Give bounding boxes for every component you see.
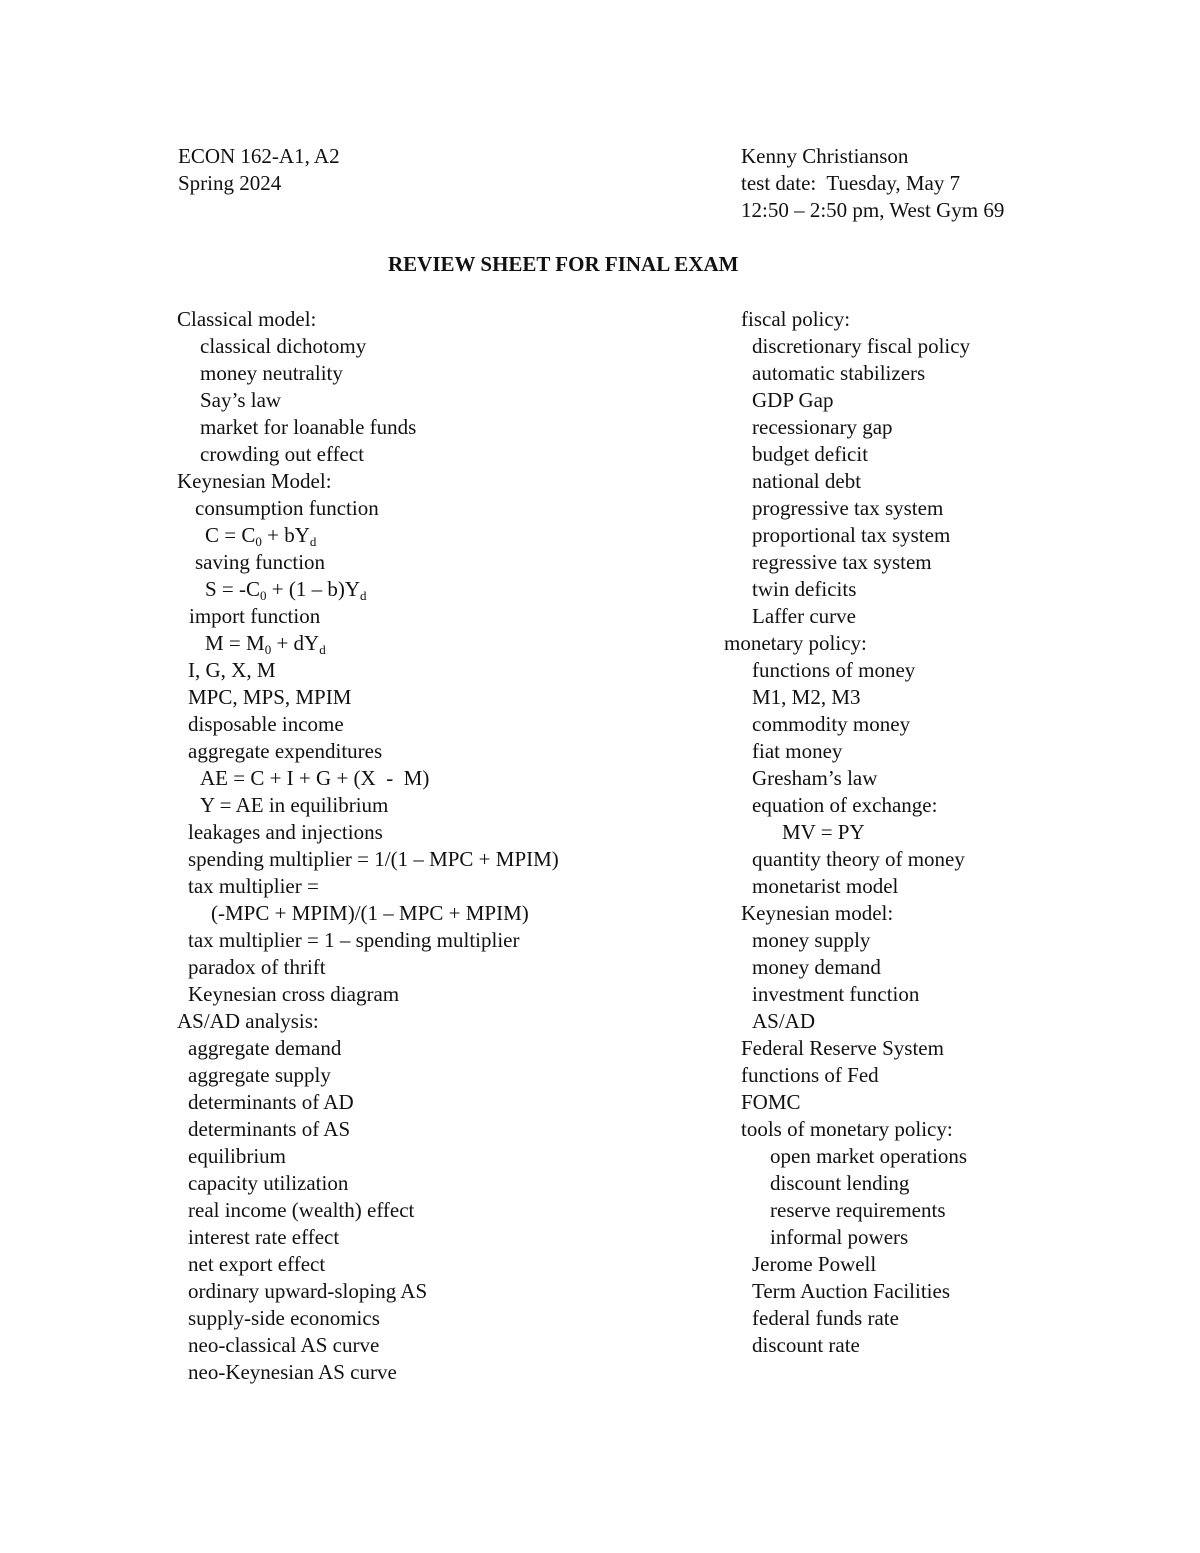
list-item: consumption function	[195, 496, 379, 520]
page-title: REVIEW SHEET FOR FINAL EXAM	[388, 252, 739, 276]
list-item: aggregate demand	[188, 1036, 342, 1060]
instructor-name: Kenny Christianson	[741, 144, 909, 168]
list-item: tools of monetary policy:	[741, 1117, 953, 1141]
list-item: Keynesian cross diagram	[188, 982, 400, 1006]
list-item: M1, M2, M3	[752, 685, 861, 709]
list-item: Federal Reserve System	[741, 1036, 944, 1060]
list-item: crowding out effect	[200, 442, 365, 466]
list-item: discount rate	[752, 1333, 860, 1357]
list-item: ordinary upward-sloping AS	[188, 1279, 428, 1303]
list-item: disposable income	[188, 712, 344, 736]
course-code: ECON 162-A1, A2	[178, 144, 340, 168]
list-item: aggregate supply	[188, 1063, 331, 1087]
list-item: determinants of AS	[188, 1117, 351, 1141]
list-item: open market operations	[770, 1144, 968, 1168]
list-item: GDP Gap	[752, 388, 834, 412]
list-item: neo-classical AS curve	[188, 1333, 380, 1357]
list-item: AS/AD	[752, 1009, 816, 1033]
list-item: Jerome Powell	[752, 1252, 877, 1276]
list-item: federal funds rate	[752, 1306, 899, 1330]
test-date: test date: Tuesday, May 7	[741, 171, 961, 195]
list-item: MV = PY	[782, 820, 865, 844]
list-item: functions of Fed	[741, 1063, 879, 1087]
list-item: money neutrality	[200, 361, 343, 385]
list-item: commodity money	[752, 712, 911, 736]
list-item: aggregate expenditures	[188, 739, 383, 763]
list-item: automatic stabilizers	[752, 361, 926, 385]
list-item: determinants of AD	[188, 1090, 354, 1114]
list-item: Gresham’s law	[752, 766, 878, 790]
list-item: saving function	[195, 550, 326, 574]
list-item: import function	[189, 604, 321, 628]
list-item: regressive tax system	[752, 550, 932, 574]
list-item: Laffer curve	[752, 604, 856, 628]
list-item: interest rate effect	[188, 1225, 340, 1249]
list-item: net export effect	[188, 1252, 326, 1276]
list-item: FOMC	[741, 1090, 801, 1114]
list-item: AS/AD analysis:	[177, 1009, 319, 1033]
list-item: functions of money	[752, 658, 916, 682]
list-item: real income (wealth) effect	[188, 1198, 415, 1222]
list-item: tax multiplier =	[188, 874, 319, 898]
list-item: supply-side economics	[188, 1306, 380, 1330]
list-item: neo-Keynesian AS curve	[188, 1360, 397, 1384]
list-item: discount lending	[770, 1171, 910, 1195]
list-item: discretionary fiscal policy	[752, 334, 971, 358]
formula-saving: $S = -C_0 + (1 - b)Y_d$	[205, 577, 367, 603]
list-item: investment function	[752, 982, 920, 1006]
list-item: quantity theory of money	[752, 847, 965, 871]
list-item: fiscal policy:	[741, 307, 851, 331]
list-item: Classical model:	[177, 307, 317, 331]
list-item: Say’s law	[200, 388, 282, 412]
list-item: Term Auction Facilities	[752, 1279, 950, 1303]
list-item: capacity utilization	[188, 1171, 349, 1195]
term: Spring 2024	[178, 171, 282, 195]
list-item: MPC, MPS, MPIM	[188, 685, 352, 709]
list-item: proportional tax system	[752, 523, 951, 547]
list-item: progressive tax system	[752, 496, 944, 520]
list-item: classical dichotomy	[200, 334, 367, 358]
list-item: budget deficit	[752, 442, 869, 466]
formula-consumption: $C = C_0 + bY_d$	[205, 523, 317, 549]
list-item: recessionary gap	[752, 415, 893, 439]
list-item: national debt	[752, 469, 862, 493]
test-time-place: 12:50 – 2:50 pm, West Gym 69	[741, 198, 1005, 222]
list-item: Keynesian Model:	[177, 469, 332, 493]
list-item: money demand	[752, 955, 881, 979]
list-item: Keynesian model:	[741, 901, 894, 925]
list-item: spending multiplier = 1/(1 – MPC + MPIM)	[188, 847, 559, 871]
list-item: fiat money	[752, 739, 843, 763]
list-item: market for loanable funds	[200, 415, 417, 439]
list-item: twin deficits	[752, 577, 857, 601]
list-item: equilibrium	[188, 1144, 286, 1168]
list-item: I, G, X, M	[188, 658, 276, 682]
list-item: leakages and injections	[188, 820, 383, 844]
formula-import: $M = M_0 + dY_d$	[205, 631, 326, 657]
list-item: informal powers	[770, 1225, 909, 1249]
list-item: reserve requirements	[770, 1198, 946, 1222]
list-item: monetary policy:	[724, 631, 867, 655]
list-item: AE = C + I + G + (X - M)	[200, 766, 430, 790]
list-item: (-MPC + MPIM)/(1 – MPC + MPIM)	[211, 901, 529, 925]
list-item: Y = AE in equilibrium	[200, 793, 389, 817]
list-item: paradox of thrift	[188, 955, 326, 979]
list-item: money supply	[752, 928, 871, 952]
list-item: monetarist model	[752, 874, 899, 898]
list-item: tax multiplier = 1 – spending multiplier	[188, 928, 520, 952]
list-item: equation of exchange:	[752, 793, 938, 817]
